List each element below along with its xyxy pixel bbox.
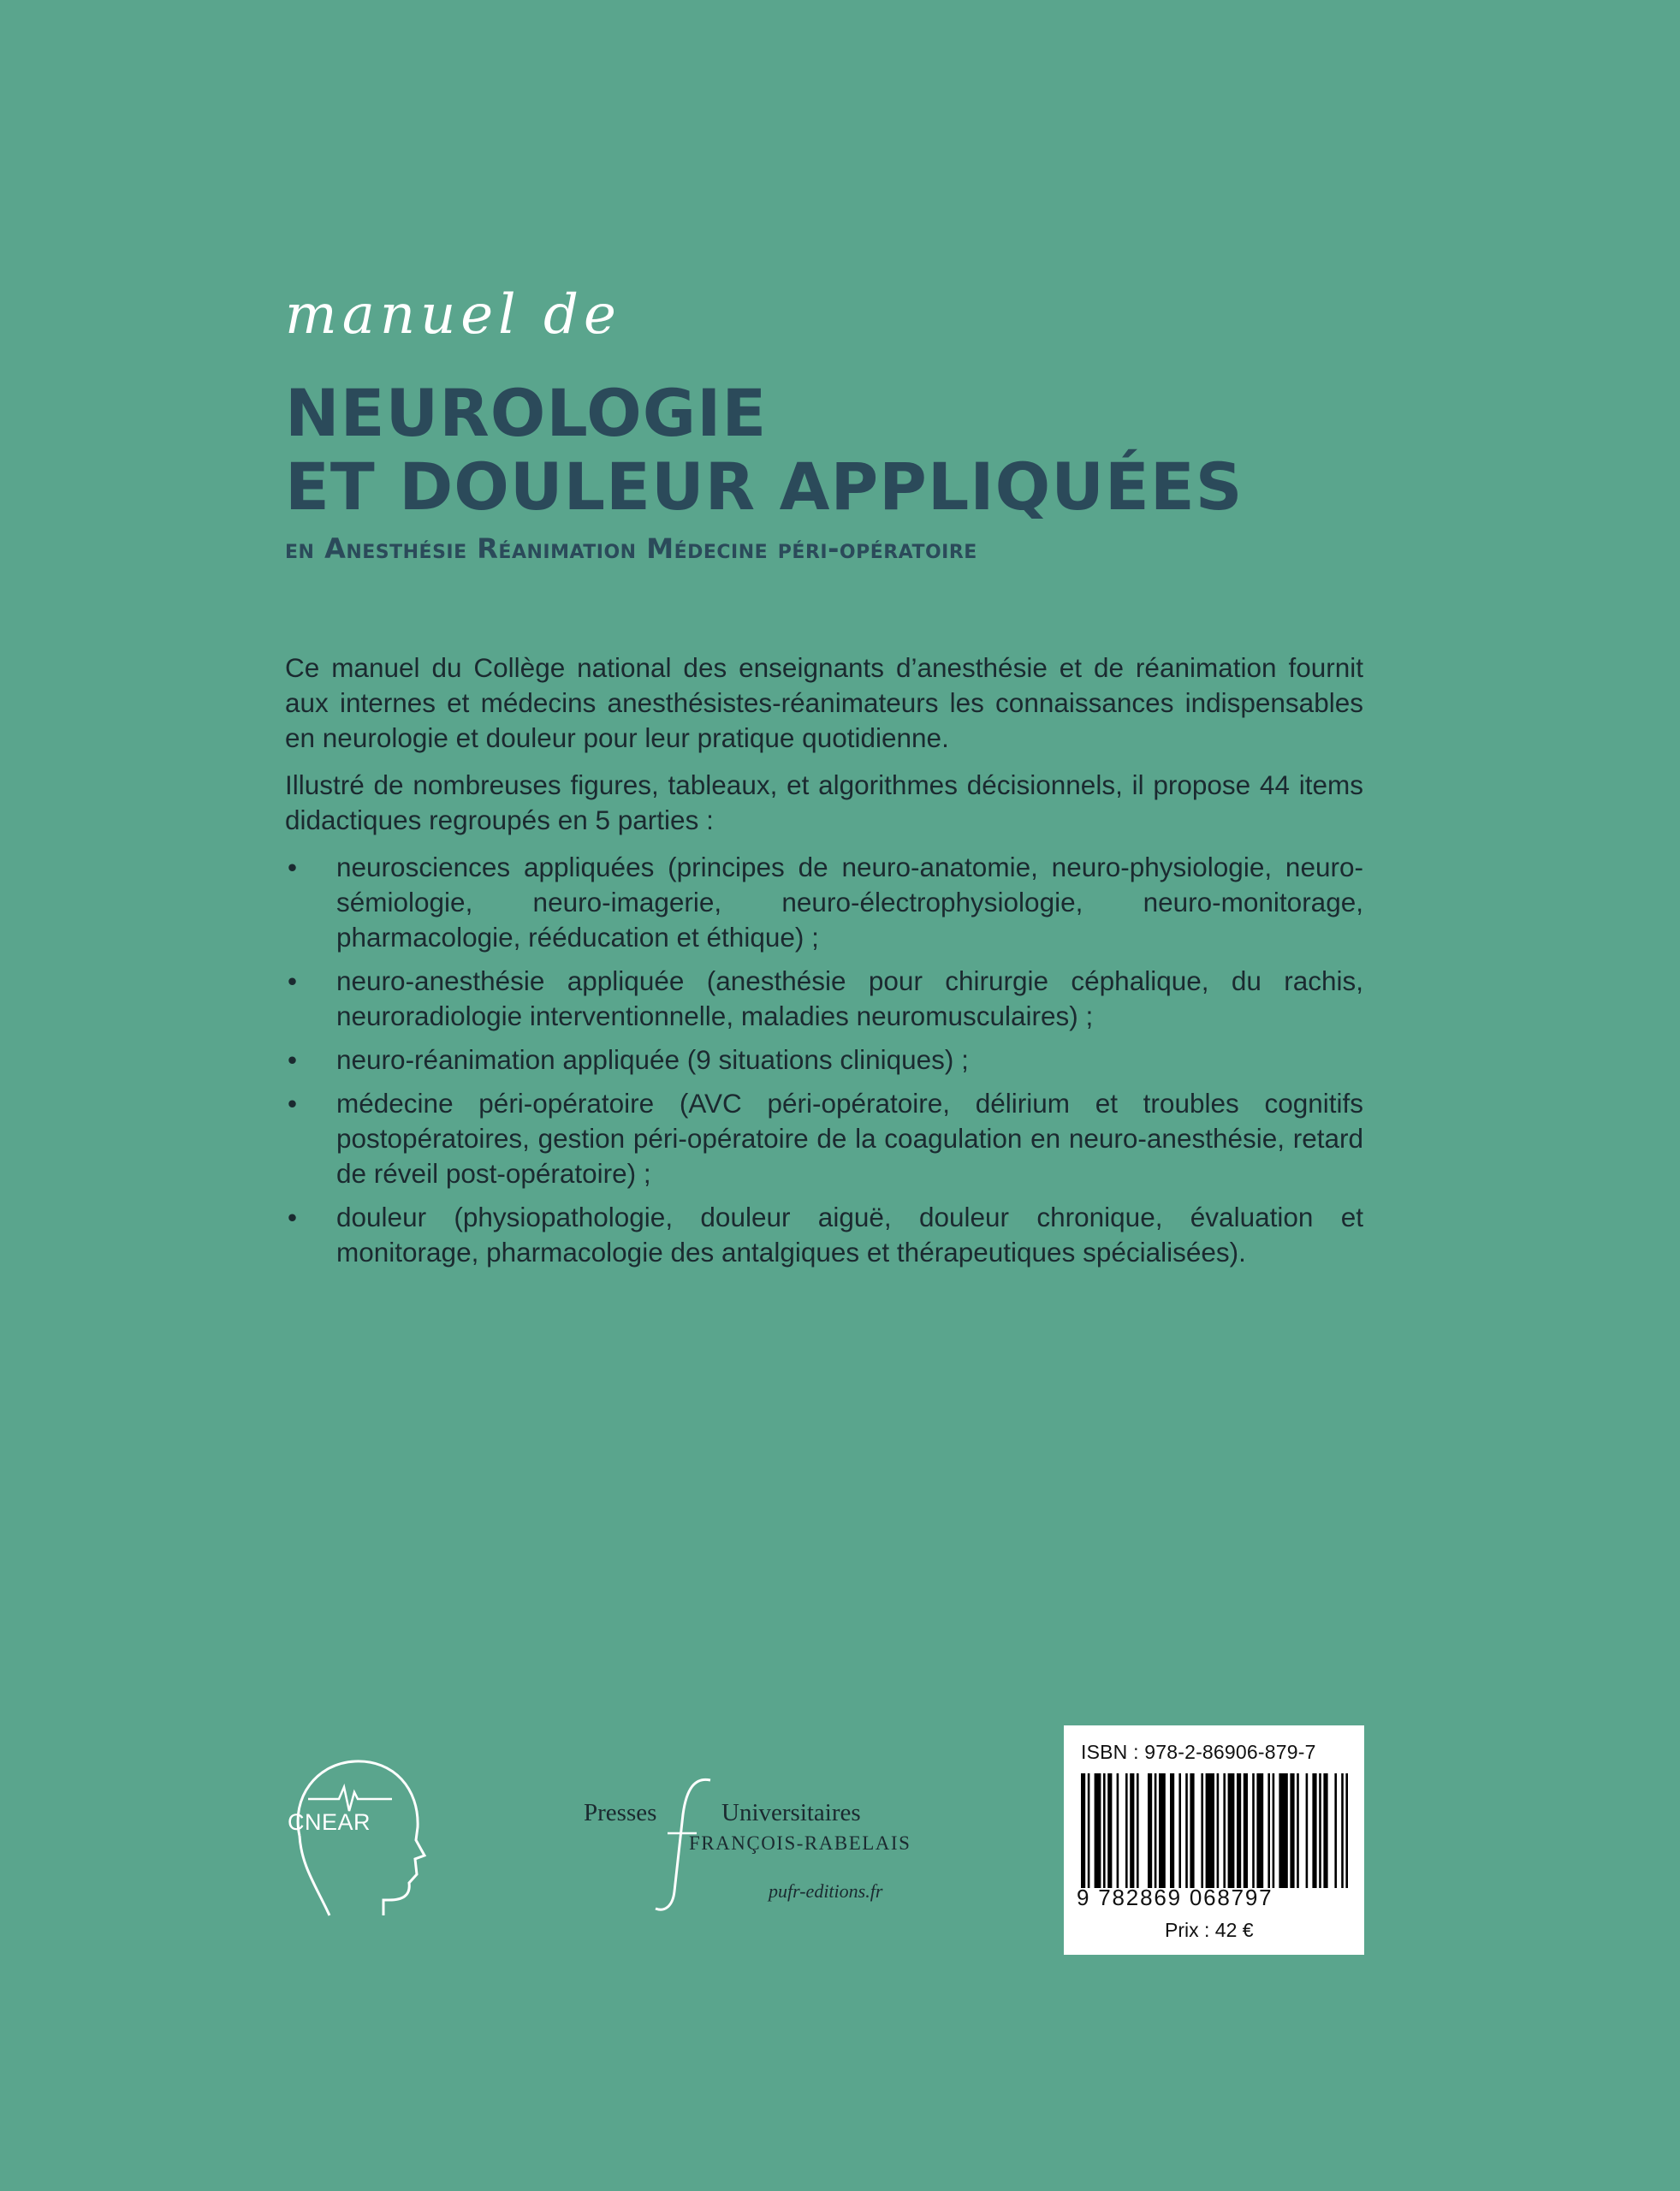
isbn-text: ISBN : 978-2-86906-879-7 [1081,1741,1316,1763]
book-subtitle: en Anesthésie Réanimation Médecine péri-opératoire [285,532,977,565]
barcode-bar [1217,1773,1220,1888]
barcode-bar [1228,1773,1235,1888]
list-item [285,1086,1363,1191]
bullet-icon: • [288,1088,298,1119]
barcode-bar [1345,1773,1348,1888]
barcode-bar [1148,1773,1152,1888]
barcode-bar [1341,1773,1344,1888]
barcode-bar [1279,1773,1287,1888]
barcode-bar [1312,1773,1316,1888]
list-item-text: neuro-réanimation appliquée (9 situations cliniques) ; [336,1044,969,1075]
barcode-bar [1256,1773,1263,1888]
barcode-digits: 9 782869 068797 [1077,1885,1273,1910]
barcode-bar [1170,1773,1174,1888]
barcode-bar [1103,1773,1106,1888]
pufr-francois-rabelais-text: FRANÇOIS-RABELAIS [689,1832,911,1854]
script-heading: manuel de [285,283,621,347]
pufr-universitaires-text: Universitaires [721,1799,861,1826]
barcode-bar [1319,1773,1321,1888]
book-title [285,377,1243,524]
barcode-icon [1081,1773,1348,1888]
barcode-bar [1107,1773,1112,1888]
barcode-bar [1125,1773,1128,1888]
barcode-bar [1267,1773,1270,1888]
barcode-bar [1081,1773,1085,1888]
barcode-bar [1223,1773,1226,1888]
barcode-bar [1190,1773,1194,1888]
list-item [285,1042,1363,1078]
list-item-text: neurosciences appliquées (principes de neuro-anatomie, neuro-physiologie, neuro-sémiologie, neuro-imagerie, neuro-électrophysiologie, neuro-monitorage, pharmacologie, rééducation et éthique) ; [336,852,1363,953]
bullet-icon: • [288,1202,298,1232]
list-item-text: douleur (physiopathologie, douleur aiguë, douleur chronique, évaluation et monitorage, pharmacologie des antalgiques et thérapeutiques spécialisées). [336,1202,1363,1268]
description [285,650,1363,1279]
title-line-2: ET DOULEUR APPLIQUÉES [285,448,1244,525]
barcode-bar [1130,1773,1134,1888]
barcode-bar [1201,1773,1203,1888]
barcode-bar [1088,1773,1090,1888]
barcode-bar [1323,1773,1327,1888]
pufr-presses-text: Presses [584,1799,657,1826]
barcode-bar [1273,1773,1275,1888]
barcode-bar [1237,1773,1241,1888]
barcode-bar [1117,1773,1119,1888]
price-text: Prix : 42 € [1165,1919,1254,1941]
list-item [285,964,1363,1034]
bullet-icon: • [288,852,298,882]
barcode-bar [1306,1773,1309,1888]
parts-list [285,850,1363,1270]
barcode-bar [1185,1773,1188,1888]
bullet-icon: • [288,965,298,996]
title-line-1: NEUROLOGIE [285,375,768,451]
barcode-bar [1334,1773,1337,1888]
barcode-bar [1206,1773,1214,1888]
barcode-bar [1137,1773,1139,1888]
barcode-bar [1252,1773,1255,1888]
barcode-bar [1159,1773,1166,1888]
bullet-icon: • [288,1044,298,1075]
description-paragraph-1: Ce manuel du Collège national des enseignants d’anesthésie et de réanimation fournit aux internes et médecins anesthésistes-réanimateurs les connaissances indispensables en neurologie et douleur pour leur pratique quotidienne. [285,652,1363,753]
description-paragraph-2: Illustré de nombreuses figures, tableaux, et algorithmes décisionnels, il propose 44 items didactiques regroupés en 5 parties : [285,769,1363,835]
pufr-website-text: pufr-editions.fr [769,1880,883,1902]
barcode-bar [1095,1773,1101,1888]
barcode-panel [1064,1725,1364,1955]
barcode-bar [1178,1773,1181,1888]
list-item [285,850,1363,955]
list-item-text: neuro-anesthésie appliquée (anesthésie pour chirurgie céphalique, du rachis, neuroradiologie interventionnelle, maladies neuromusculaires) ; [336,965,1363,1031]
barcode-bar [1297,1773,1299,1888]
cnear-logo-text: CNEAR [288,1809,371,1835]
barcode-bar [1244,1773,1248,1888]
barcode-bar [1155,1773,1157,1888]
barcode-bar [1290,1773,1294,1888]
list-item-text: médecine péri-opératoire (AVC péri-opératoire, délirium et troubles cognitifs postopératoires, gestion péri-opératoire de la coagulation en neuro-anesthésie, retard de réveil post-opératoire) ; [336,1088,1363,1189]
list-item [285,1200,1363,1270]
